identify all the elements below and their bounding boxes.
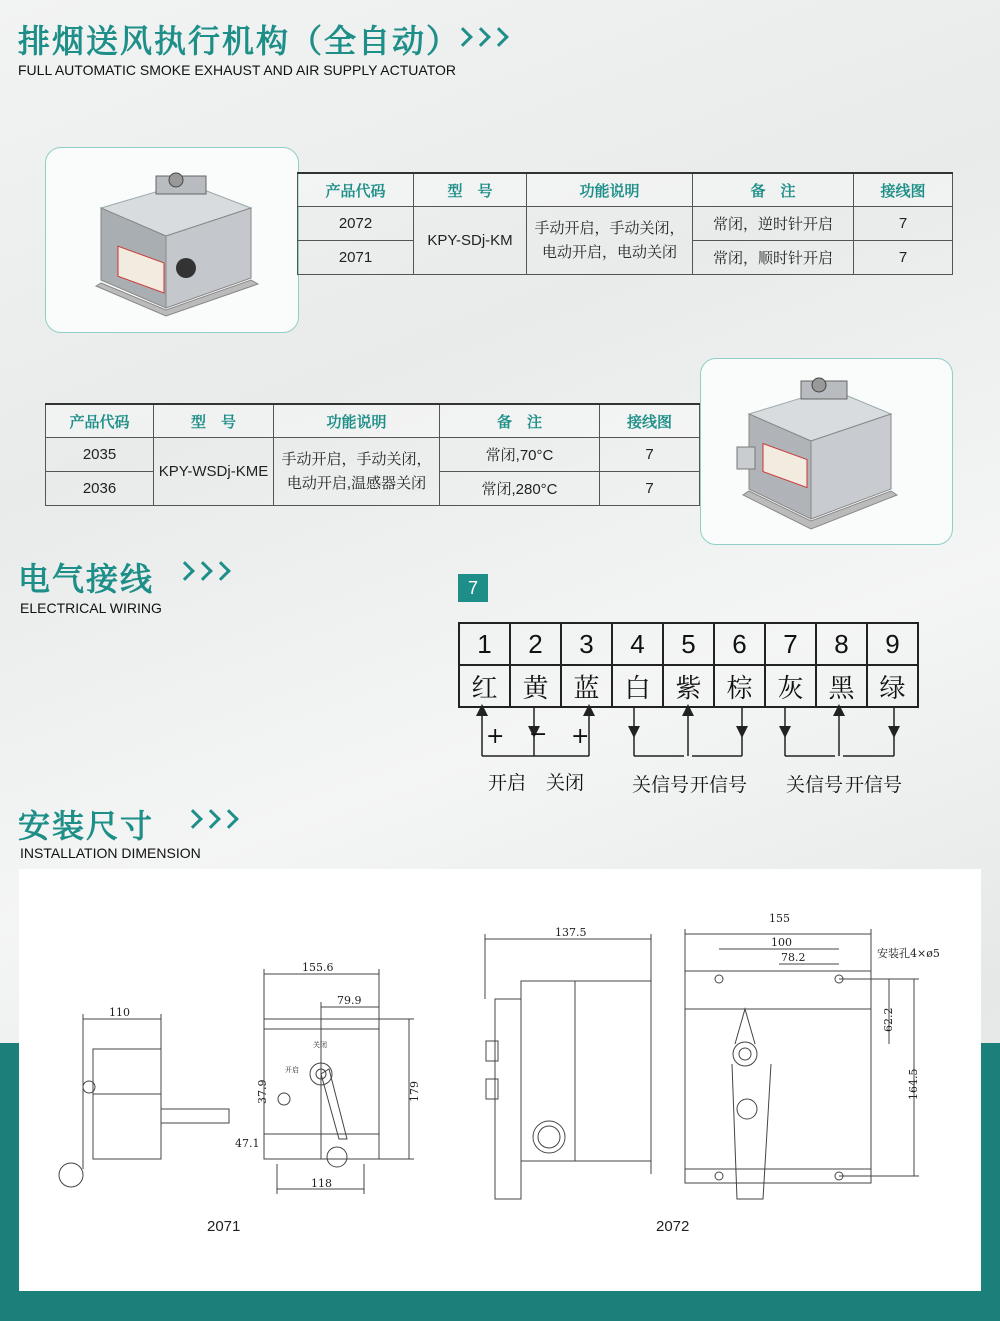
- chevron-right-icon: [178, 564, 228, 578]
- label-close: 关闭: [546, 772, 585, 794]
- wire-color: 棕: [714, 665, 765, 707]
- section-subtitle-install: INSTALLATION DIMENSION: [20, 845, 201, 861]
- dimension-drawing-panel: [19, 869, 981, 1291]
- dim-hole-span: 100: [771, 936, 792, 949]
- wire-color: 蓝: [561, 665, 612, 707]
- cell-code: 2035: [46, 438, 154, 472]
- dim-hole-v: 62.2: [882, 1007, 895, 1032]
- cell-note: 常闭，逆时针开启: [693, 207, 854, 241]
- table-header-row: [46, 404, 700, 438]
- terminal-number: 8: [816, 623, 867, 665]
- spec-table-2: [45, 403, 700, 506]
- dim-half: 79.9: [337, 994, 362, 1007]
- cell-model: KPY-WSDj-KME: [154, 438, 274, 506]
- dim-width: 155.6: [302, 961, 334, 974]
- wire-color: 绿: [867, 665, 918, 707]
- function-line: 手动开启，手动关闭，: [534, 219, 685, 237]
- dim-offset-v: 37.9: [256, 1079, 269, 1104]
- tag-close: 关闭: [313, 1041, 327, 1049]
- page-subtitle: FULL AUTOMATIC SMOKE EXHAUST AND AIR SUPPLY ACTUATOR: [18, 62, 456, 78]
- cell-diagram: 7: [854, 207, 953, 241]
- sign-plus: +: [486, 724, 505, 749]
- header-model: 型 号: [414, 173, 527, 207]
- caption-left: 2071: [207, 1218, 241, 1235]
- product-photo-2035: [700, 358, 953, 545]
- wiring-terminal-table: [458, 622, 919, 708]
- header-model: 型 号: [154, 404, 274, 438]
- dim-width: 155: [769, 912, 790, 925]
- terminal-number: 9: [867, 623, 918, 665]
- dim-offset-h: 47.1: [235, 1137, 260, 1150]
- product-photo-2071: [45, 147, 299, 333]
- wire-color: 黄: [510, 665, 561, 707]
- actuator-image: [701, 359, 952, 544]
- terminal-number: 4: [612, 623, 663, 665]
- wire-color: 红: [459, 665, 510, 707]
- cell-diagram: 7: [854, 241, 953, 275]
- cell-model: KPY-SDj-KM: [414, 207, 527, 275]
- label-open-signal: 开信号: [845, 774, 903, 796]
- terminal-number: 6: [714, 623, 765, 665]
- cell-function: [274, 438, 440, 506]
- dim-depth: 137.5: [555, 926, 587, 939]
- dim-height: 164.5: [907, 1068, 920, 1100]
- hole-note: 安装孔4×ø5: [877, 947, 940, 960]
- header-diagram: 接线图: [600, 404, 700, 438]
- label-close-signal: 关信号: [786, 774, 844, 796]
- dim-base: 118: [311, 1177, 332, 1190]
- sign-minus: −: [529, 722, 548, 747]
- function-line: 手动开启，手动关闭，: [281, 450, 432, 468]
- diagram-number-badge: 7: [458, 574, 488, 602]
- terminal-number-row: [459, 623, 918, 665]
- terminal-number: 5: [663, 623, 714, 665]
- cell-note: 常闭，顺时针开启: [693, 241, 854, 275]
- header-diagram: 接线图: [854, 173, 953, 207]
- cell-note: 常闭,280°C: [440, 472, 600, 506]
- wire-color: 白: [612, 665, 663, 707]
- spec-table-1: [297, 172, 953, 275]
- table-row: [46, 438, 700, 472]
- wire-color: 灰: [765, 665, 816, 707]
- header-code: 产品代码: [46, 404, 154, 438]
- dim-side-width: 110: [109, 1006, 130, 1019]
- header-code: 产品代码: [298, 173, 414, 207]
- header-function: 功能说明: [527, 173, 693, 207]
- terminal-number: 3: [561, 623, 612, 665]
- header-function: 功能说明: [274, 404, 440, 438]
- cell-note: 常闭,70°C: [440, 438, 600, 472]
- label-open: 开启: [488, 772, 527, 794]
- section-title-install: 安装尺寸: [18, 807, 155, 845]
- cell-diagram: 7: [600, 438, 700, 472]
- dimension-drawings: [19, 869, 981, 1291]
- wire-color: 紫: [663, 665, 714, 707]
- page-title: 排烟送风执行机构（全自动）: [18, 22, 461, 60]
- section-title-wiring: 电气接线: [18, 560, 155, 598]
- terminal-number: 1: [459, 623, 510, 665]
- chevron-right-icon: [186, 812, 236, 826]
- cell-code: 2036: [46, 472, 154, 506]
- function-line: 电动开启,温感器关闭: [286, 474, 427, 492]
- cell-diagram: 7: [600, 472, 700, 506]
- header-note: 备 注: [693, 173, 854, 207]
- header-note: 备 注: [440, 404, 600, 438]
- dim-height: 179: [408, 1081, 421, 1102]
- actuator-image: [46, 148, 298, 332]
- table-row: [298, 207, 953, 241]
- terminal-number: 7: [765, 623, 816, 665]
- tag-open: 开启: [285, 1066, 299, 1074]
- table-header-row: [298, 173, 953, 207]
- caption-right: 2072: [656, 1218, 690, 1235]
- cell-code: 2071: [298, 241, 414, 275]
- section-subtitle-wiring: ELECTRICAL WIRING: [20, 600, 162, 616]
- terminal-number: 2: [510, 623, 561, 665]
- cell-function: [527, 207, 693, 275]
- wire-color-row: [459, 665, 918, 707]
- sign-plus: +: [571, 724, 590, 749]
- wire-color: 黑: [816, 665, 867, 707]
- label-open-signal: 开信号: [690, 774, 748, 796]
- dim-half: 78.2: [781, 951, 806, 964]
- cell-code: 2072: [298, 207, 414, 241]
- function-line: 电动开启，电动关闭: [541, 243, 677, 261]
- label-close-signal: 关信号: [632, 774, 690, 796]
- chevron-right-icon: [456, 30, 506, 44]
